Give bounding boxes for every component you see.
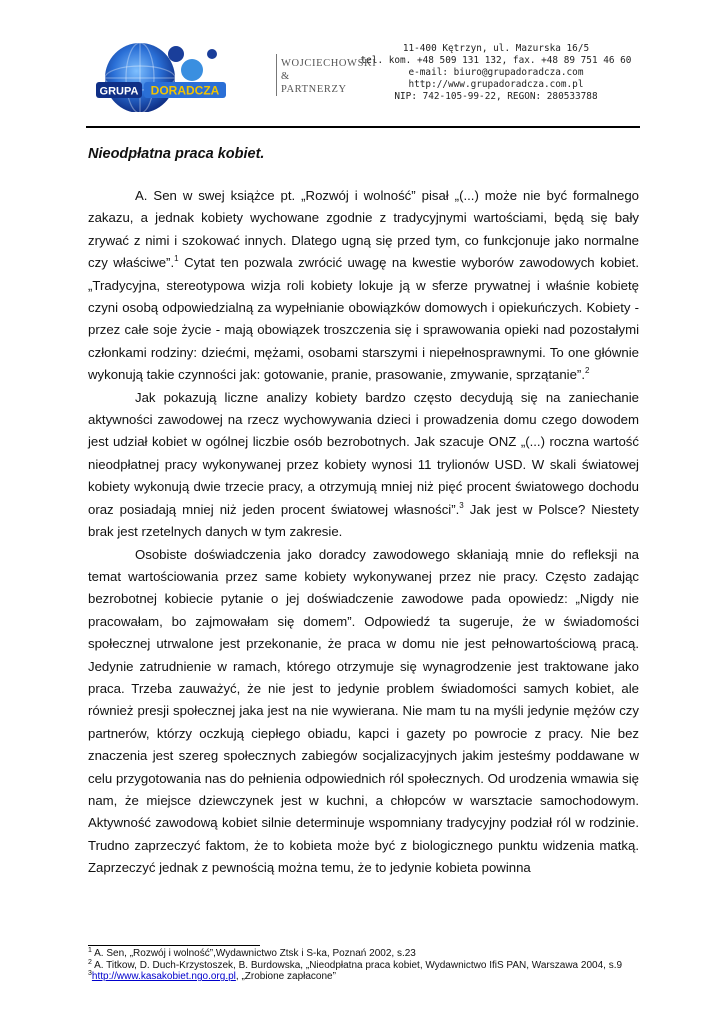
footnote-3: $^3$http://www.kasakobiet.ngo.org.pl, „Zrobione zapłacone” [88, 970, 336, 983]
footnotes [88, 945, 639, 983]
contact-phone: tel. kom. +48 509 131 132, fax. +48 89 751 46 60 [360, 55, 632, 66]
firm-line-2: & [281, 71, 290, 82]
document-title: Nieodpłatna praca kobiet. [88, 146, 265, 162]
contact-email: e-mail: biuro@grupadoradcza.com [408, 67, 584, 78]
contact-address: 11-400 Kętrzyn, ul. Mazurska 16/5 [402, 43, 590, 54]
firm-divider [276, 54, 277, 96]
footnote-1: $^1$ A. Sen, „Rozwój i wolność”,Wydawnictwo Ztsk i S-ka, Poznań 2002, s.23 [88, 947, 416, 959]
footnote-divider [88, 945, 260, 946]
footnote-ref-1: 1 [174, 254, 179, 264]
footnote-ref-2: 2 [584, 366, 590, 376]
header-divider [86, 126, 640, 128]
paragraph-1: A. Sen w swej książce pt. „Rozwój i wolność” pisał „(...) może nie być formalnego zakazu, a jednak kobiety wychowane zgodnie z tradycyjnymi wartościami, będą się bały zrywać z nimi i szokować innych. Dlatego ugną się przed tym, co funkcjonuje jako normalne czy właściwe”.$^1$ Cytat ten pozwala zwrócić uwagę na kwestie wyborów zawodowych kobiet. „Tradycyjna, stereotypowa wizja roli kobiety lokuje ją w sferze prywatnej i właśnie kobietę czyni osobą odpowiedzialną za wypełnianie obowiązków domowych i opiekuńczych. Kobiety - przez całe soje życie - mają obowiązek troszczenia się i sprawowania opieki nad pozostałymi członkami rodziny: dziećmi, mężami, osobami starszymi i niepełnosprawnymi. To one głównie wykonują takie czynności jak: gotowanie, pranie, prasowanie, zmywanie, sprzątanie”.$^2$ [88, 188, 639, 383]
contact-tax-ids: NIP: 742-105-99-22, REGON: 280533788 [394, 91, 598, 102]
letterhead [0, 0, 724, 130]
company-logo [88, 40, 278, 112]
document-body [88, 146, 639, 880]
contact-website: http://www.grupadoradcza.com.pl [408, 79, 584, 90]
globe-logo-icon [88, 40, 278, 112]
firm-line-1: WOJCIECHOWSKI [281, 58, 377, 69]
footnote-2: $^2$ A. Titkow, D. Duch-Krzystoszek, B. Burdowska, „Nieodpłatna praca kobiet, Wydawnictwo IfiS PAN, Warszawa 2004, s.9 [88, 958, 623, 971]
logo-text-2: DORADCZA [150, 83, 220, 98]
footnote-link[interactable]: http://www.kasakobiet.ngo.org.pl [91, 971, 236, 983]
footnote-ref-3: 3 [459, 500, 464, 510]
contact-block [356, 43, 636, 103]
paragraph-3: Osobiste doświadczenia jako doradcy zawodowego skłaniają mnie do refleksji na temat wartościowania przez same kobiety wykonywanej przez nie pracy. Często zadając bezrobotnej kobiecie pytanie o jej doświadczenie zawodowe pada opowiedz: „Nigdy nie pracowałam, bo zajmowałam się domem”. Odpowiedź ta sugeruje, że w świadomości społecznej utrwalone jest przekonanie, że praca w domu nie jest pełnowartościową pracą. Jedynie zatrudnienie w ramach, którego otrzymuje się wynagrodzenie jest traktowane jako praca. Trzeba zauważyć, że nie jest to jedynie problem świadomości samych kobiet, ale również presji społecznej jaka jest na nie wywierana. Nie mam tu na myśli jedynie mężów czy partnerów, którzy oczkują ciepłego obiadu, kapci i gazety po powrocie z pracy. Nie bez znaczenia jest szereg społecznych zabiegów socjalizacyjnych jakim jesteśmy poddawane w celu przygotowania nas do pełnienia odpowiednich ról społecznych. Od urodzenia wmawia się nam, że miejsce dziewczynek jest w kuchni, a chłopców w warsztacie samochodowym. Aktywność zawodową kobiet silnie determinuje wspomniany tradycyjny podział ról w rodzinie. Trudno zaprzeczyć faktom, że to kobieta może być z biologicznego punktu widzenia matką. Zaprzeczyć jednak z pewnością można temu, że to jedynie kobieta powinna [88, 546, 639, 876]
logo-text-1: GRUPA [99, 85, 139, 98]
paragraph-2: Jak pokazują liczne analizy kobiety bardzo często decydują się na zaniechanie aktywności zawodowej na rzecz wychowywania dzieci i prowadzenia domu czego dowodem jest udział kobiet w ogólnej liczbie osób bezrobotnych. Jak szacuje ONZ „(...) roczna wartość nieodpłatnej pracy wykonywanej przez kobiety wynosi 11 trylionów USD. W skali światowej kobiety wykonują dwie trzecie pracy, a otrzymują mniej niż pięć procent światowego dochodu oraz posiadają mniej niż jeden procent światowej własności”.$^3$ Jak jest w Polsce? Niestety brak jest rzetelnych danych w tym zakresie. [88, 389, 639, 540]
firm-line-3: PARTNERZY [281, 84, 347, 95]
